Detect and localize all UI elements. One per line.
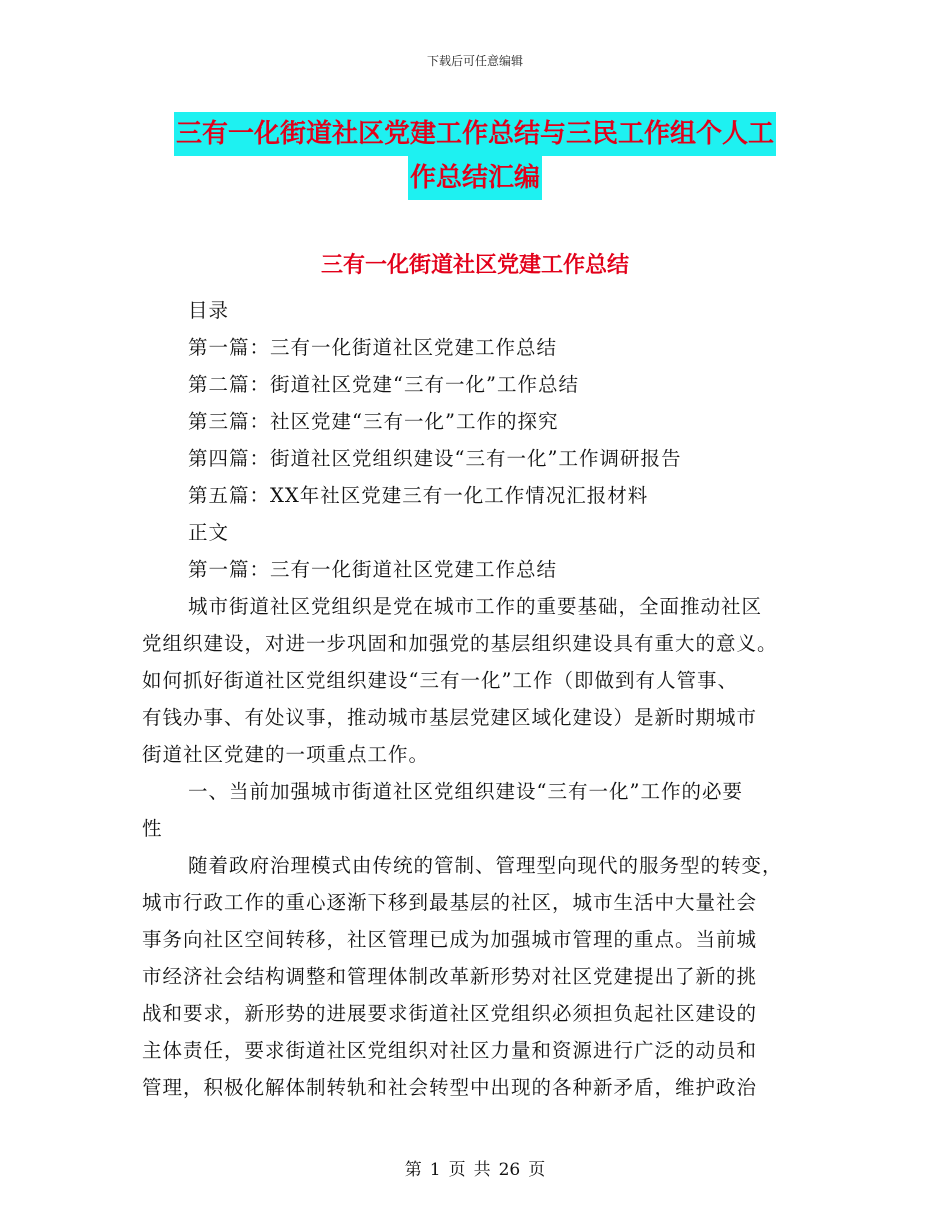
section-heading-line: 一、当前加强城市街道社区党组织建设“三有一化”工作的必要 [188,780,743,803]
section-subtitle: 三有一化街道社区党建工作总结 [320,253,629,278]
paragraph-line: 城市行政工作的重心逐渐下移到最基层的社区，城市生活中大量社会 [142,891,758,914]
footer-suffix: 页 [528,1160,546,1180]
document-body [142,292,810,1106]
toc-item: 第一篇：三有一化街道社区党建工作总结 [188,336,558,359]
title-line-2: 作总结汇编 [408,156,542,200]
title-line-1: 三有一化街道社区党建工作总结与三民工作组个人工 [174,112,776,156]
paragraph-line: 主体责任，要求街道社区党组织对社区力量和资源进行广泛的动员和 [142,1039,758,1062]
footer-total-prefix: 共 [473,1160,491,1180]
paragraph-line: 城市街道社区党组织是党在城市工作的重要基础，全面推动社区 [188,595,763,618]
paragraph-line: 党组织建设，对进一步巩固和加强党的基层组织建设具有重大的意义。 [142,632,778,655]
footer-prefix: 第 [404,1160,422,1180]
footer-mid: 页 [448,1160,466,1180]
body-heading: 正文 [188,521,230,544]
paragraph-line: 管理，积极化解体制转轨和社会转型中出现的各种新矛盾，维护政治 [142,1076,758,1099]
toc-item: 第五篇：XX年社区党建三有一化工作情况汇报材料 [188,484,649,507]
paragraph-line: 事务向社区空间转移，社区管理已成为加强城市管理的重点。当前城 [142,928,758,951]
toc-item: 第三篇：社区党建“三有一化”工作的探究 [188,410,559,433]
toc-item: 第二篇：街道社区党建“三有一化”工作总结 [188,373,579,396]
paragraph-line: 有钱办事、有处议事，推动城市基层党建区域化建设）是新时期城市 [142,706,758,729]
document-title [0,112,950,200]
toc-heading: 目录 [188,299,230,322]
paragraph-line: 随着政府治理模式由传统的管制、管理型向现代的服务型的转变， [188,854,783,877]
paragraph-line: 市经济社会结构调整和管理体制改革新形势对社区党建提出了新的挑 [142,965,758,988]
first-article-title: 第一篇：三有一化街道社区党建工作总结 [188,558,558,581]
page-header: 下载后可任意编辑 [426,54,523,68]
page-total: 26 [498,1160,521,1180]
toc-item: 第四篇：街道社区党组织建设“三有一化”工作调研报告 [188,447,682,470]
page-footer [0,1155,950,1180]
paragraph-line: 街道社区党建的一项重点工作。 [142,743,430,766]
section-heading-line: 性 [142,817,163,840]
page-number: 1 [429,1160,441,1180]
paragraph-line: 如何抓好街道社区党组织建设“三有一化”工作（即做到有人管事、 [142,669,738,692]
paragraph-line: 战和要求，新形势的进展要求街道社区党组织必须担负起社区建设的 [142,1002,758,1025]
